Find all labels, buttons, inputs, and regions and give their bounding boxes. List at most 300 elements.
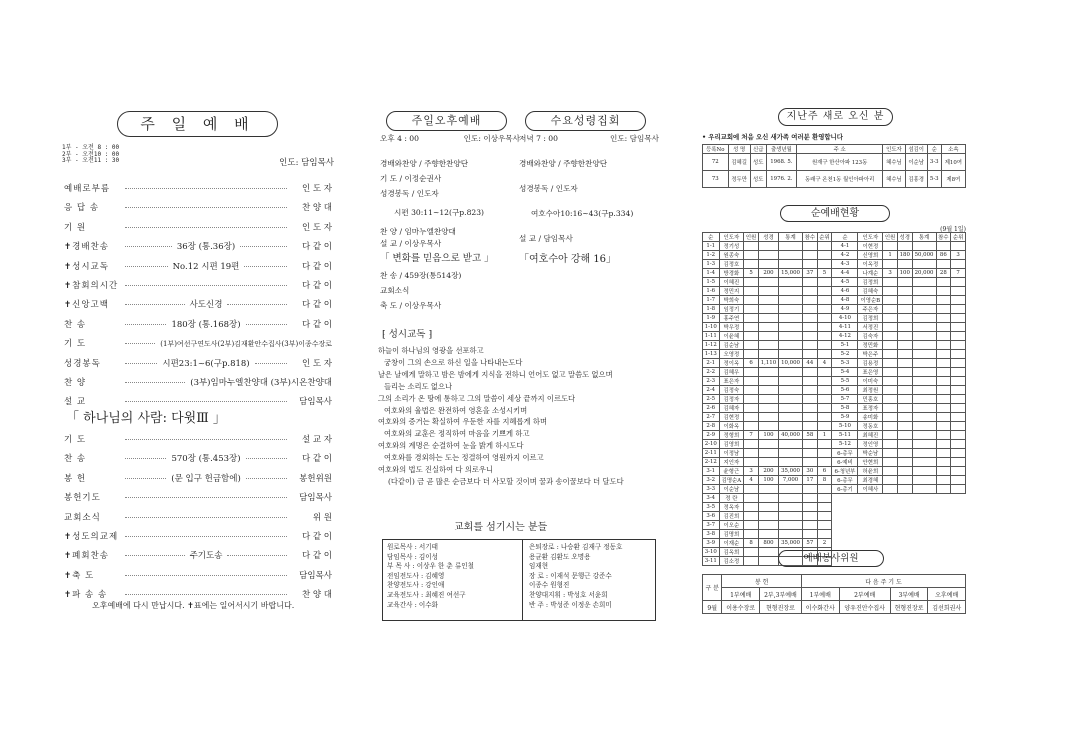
order-row xyxy=(64,201,332,220)
order-label: ✝성도의교제 xyxy=(64,531,119,542)
table-row xyxy=(703,171,966,188)
table-cell xyxy=(897,422,912,431)
table-cell xyxy=(883,260,898,269)
table-cell xyxy=(897,440,912,449)
service-times: 1부 - 오전 8 : 00 2부 - 오전10 : 00 3부 - 오전11 : 30 xyxy=(62,144,120,164)
table-cell xyxy=(758,512,778,521)
table-cell xyxy=(912,440,936,449)
empty-cell xyxy=(951,512,966,521)
table-cell xyxy=(758,548,778,557)
empty-cell xyxy=(883,521,898,530)
order-row xyxy=(64,298,332,317)
table-cell xyxy=(936,296,951,305)
table-cell xyxy=(817,332,832,341)
table-cell xyxy=(758,287,778,296)
table-cell xyxy=(779,404,803,413)
column-header: 통계 xyxy=(779,233,803,242)
column-header: 주 소 xyxy=(796,145,882,154)
order-row xyxy=(64,279,332,298)
table-cell xyxy=(779,422,803,431)
table-cell: 17 xyxy=(802,476,817,485)
staff-entry: 부 목 사 : 이상우 한 춘 류인철 xyxy=(387,562,474,571)
table-cell xyxy=(779,278,803,287)
empty-cell xyxy=(883,539,898,548)
order-row xyxy=(64,357,332,376)
table-cell xyxy=(758,341,778,350)
table-cell xyxy=(936,467,951,476)
attendance-date: (9월 1일) xyxy=(940,226,966,233)
table-cell: 방경화 xyxy=(719,269,744,278)
table-cell xyxy=(744,458,759,467)
column-header: 성경 xyxy=(897,233,912,242)
table-cell: 1-6 xyxy=(703,287,720,296)
table-cell xyxy=(744,404,759,413)
table-cell: 5-10 xyxy=(832,422,858,431)
table-cell xyxy=(936,323,951,332)
table-cell xyxy=(951,476,966,485)
empty-cell xyxy=(951,521,966,530)
table-cell xyxy=(802,251,817,260)
table-cell xyxy=(779,530,803,539)
staff-entry: 교육간사 : 이수화 xyxy=(387,600,439,609)
order-label: ✝신앙고백 xyxy=(64,300,109,311)
order-label: 설 교 xyxy=(64,397,87,408)
column-header: 인도자 xyxy=(883,145,905,154)
table-cell xyxy=(912,332,936,341)
order-detail: 사도신경 xyxy=(189,300,223,311)
table-cell xyxy=(758,503,778,512)
column-header: 성경 xyxy=(758,233,778,242)
table-cell xyxy=(744,557,759,566)
empty-cell xyxy=(897,521,912,530)
table-cell xyxy=(758,323,778,332)
table-cell xyxy=(779,386,803,395)
table-cell xyxy=(897,449,912,458)
table-cell xyxy=(936,386,951,395)
table-cell xyxy=(912,359,936,368)
table-cell xyxy=(758,305,778,314)
table-cell xyxy=(936,422,951,431)
table-cell: 6-총무 xyxy=(832,476,858,485)
table-cell xyxy=(802,521,817,530)
order-row xyxy=(64,530,332,549)
column-header: 봉 헌 xyxy=(722,575,802,588)
table-cell: 1,110 xyxy=(758,359,778,368)
order-label: ✝성시교독 xyxy=(64,261,109,272)
reading-line: 들리는 소리도 없으나 xyxy=(384,381,453,391)
table-cell: 5-3 xyxy=(927,171,941,188)
table-cell: 송미화 xyxy=(858,413,883,422)
table-cell xyxy=(883,278,898,287)
table-cell: 정옥자 xyxy=(719,503,744,512)
table-cell: 서정진 xyxy=(858,323,883,332)
table-cell: 현형진장로 xyxy=(890,601,928,614)
table-cell xyxy=(951,386,966,395)
table-cell xyxy=(897,242,912,251)
table-cell xyxy=(883,476,898,485)
table-cell xyxy=(802,350,817,359)
table-cell: 37 xyxy=(802,269,817,278)
table-cell xyxy=(817,377,832,386)
table-cell xyxy=(912,485,936,494)
empty-cell xyxy=(858,539,883,548)
table-cell xyxy=(802,341,817,350)
table-row xyxy=(703,404,966,413)
table-cell xyxy=(897,404,912,413)
table-cell xyxy=(802,413,817,422)
table-row xyxy=(703,476,966,485)
table-cell xyxy=(951,413,966,422)
table-row xyxy=(703,359,966,368)
table-cell: 5 xyxy=(744,269,759,278)
empty-cell xyxy=(951,539,966,548)
empty-cell xyxy=(897,503,912,512)
table-cell xyxy=(758,557,778,566)
table-cell xyxy=(951,359,966,368)
table-cell: 민홍호 xyxy=(858,395,883,404)
table-cell xyxy=(936,395,951,404)
empty-cell xyxy=(936,512,951,521)
table-cell xyxy=(802,503,817,512)
order-label: 예배로부름 xyxy=(64,184,111,194)
column-header: 섬김이 xyxy=(905,145,927,154)
afternoon-leader: 인도: 이상우목사 xyxy=(463,134,520,143)
table-cell: 4-3 xyxy=(832,260,858,269)
table-cell xyxy=(912,431,936,440)
table-cell xyxy=(883,242,898,251)
table-cell xyxy=(897,485,912,494)
order-role: 다 같 이 xyxy=(301,280,332,291)
table-cell: 이혜진 xyxy=(719,278,744,287)
empty-cell xyxy=(912,539,936,548)
column-header: 등록No xyxy=(703,145,729,154)
table-cell: 김명순A xyxy=(719,476,744,485)
order-role: 봉헌위원 xyxy=(299,473,333,484)
table-cell: 이화옥 xyxy=(719,422,744,431)
table-cell xyxy=(912,476,936,485)
table-cell xyxy=(744,332,759,341)
order-row xyxy=(64,491,332,510)
table-cell: 허윤희 xyxy=(858,467,883,476)
column-header: 인도자 xyxy=(719,233,744,242)
table-cell xyxy=(897,323,912,332)
table-cell xyxy=(802,260,817,269)
service-table xyxy=(702,574,966,614)
order-detail: No.12 시편 19편 xyxy=(172,261,240,272)
table-cell: 김정희 xyxy=(858,278,883,287)
table-cell: 2-9 xyxy=(703,431,720,440)
table-cell: 이용수장로 xyxy=(722,601,760,614)
table-cell xyxy=(802,458,817,467)
empty-cell xyxy=(897,548,912,557)
table-cell xyxy=(951,305,966,314)
table-cell xyxy=(758,413,778,422)
table-cell: 8 xyxy=(817,476,832,485)
table-cell xyxy=(912,323,936,332)
table-cell: 3-9 xyxy=(703,539,720,548)
table-cell xyxy=(951,242,966,251)
empty-cell xyxy=(883,530,898,539)
table-cell xyxy=(912,260,936,269)
table-cell: 정동호 xyxy=(858,422,883,431)
table-cell xyxy=(912,449,936,458)
table-cell: 김순남 xyxy=(719,341,744,350)
table-cell: 김혜숙 xyxy=(858,287,883,296)
table-cell xyxy=(817,512,832,521)
table-cell: 3-6 xyxy=(703,512,720,521)
reading-lines xyxy=(378,345,660,488)
table-cell xyxy=(897,386,912,395)
table-cell xyxy=(744,422,759,431)
order-label: 기 도 xyxy=(64,435,87,445)
table-cell xyxy=(744,512,759,521)
table-cell xyxy=(912,458,936,467)
staff-entry: 원로목사 : 서기태 xyxy=(387,543,439,551)
order-row xyxy=(64,221,332,240)
table-cell xyxy=(897,350,912,359)
empty-cell xyxy=(912,512,936,521)
table-cell xyxy=(779,251,803,260)
table-cell xyxy=(951,440,966,449)
order-row xyxy=(64,260,332,279)
table-cell: 원재구 한산아파 123동 xyxy=(796,154,882,171)
order-row xyxy=(64,549,332,568)
order-label: 교회소식 xyxy=(64,512,101,523)
table-cell xyxy=(802,485,817,494)
table-cell: 100 xyxy=(897,269,912,278)
table-row xyxy=(703,154,966,171)
table-cell xyxy=(936,260,951,269)
table-cell xyxy=(936,242,951,251)
staff-title: 교회를 섬기시는 분들 xyxy=(454,522,548,533)
table-row xyxy=(703,458,966,467)
table-cell: 정이옥 xyxy=(719,359,744,368)
table-cell: 김정숙 xyxy=(719,386,744,395)
table-cell: 표은자 xyxy=(719,377,744,386)
table-cell: 홍주연 xyxy=(719,314,744,323)
empty-cell xyxy=(832,521,858,530)
order-role: 다 같 이 xyxy=(301,319,332,330)
order-role: 찬 양 대 xyxy=(301,203,332,214)
afternoon-item: 시편 30:11~12(구p.823) xyxy=(394,208,485,217)
table-cell xyxy=(802,332,817,341)
table-cell xyxy=(817,458,832,467)
table-cell xyxy=(744,287,759,296)
table-cell: 김혜우 xyxy=(719,368,744,377)
table-cell: 3-1 xyxy=(703,467,720,476)
table-cell xyxy=(951,431,966,440)
table-row xyxy=(703,530,966,539)
table-cell xyxy=(802,305,817,314)
table-cell xyxy=(758,350,778,359)
table-cell xyxy=(912,314,936,323)
table-cell xyxy=(744,503,759,512)
table-cell: 7,000 xyxy=(779,476,803,485)
table-cell xyxy=(758,458,778,467)
table-cell xyxy=(817,395,832,404)
column-header: 3부예배 xyxy=(890,588,928,601)
table-cell xyxy=(758,395,778,404)
service-leader: 인도: 담임목사 xyxy=(279,158,334,168)
empty-cell xyxy=(883,557,898,566)
table-cell: 동래구 온천1동 월인아파아리 xyxy=(796,171,882,188)
table-cell: 2 xyxy=(817,539,832,548)
table-row xyxy=(703,601,966,614)
table-cell xyxy=(897,458,912,467)
table-cell: 김용정 xyxy=(858,359,883,368)
table-cell xyxy=(883,467,898,476)
table-cell: 5-12 xyxy=(832,440,858,449)
column-header: 인도자 xyxy=(858,233,883,242)
order-label: ✝파 송 송 xyxy=(64,590,108,601)
table-cell xyxy=(936,350,951,359)
table-cell xyxy=(897,395,912,404)
staff-entry: 반 주 : 박성준 이정운 손희미 xyxy=(529,600,612,609)
staff-entry: 장 로 : 이재석 문행근 강준수 xyxy=(529,571,612,580)
table-cell xyxy=(936,332,951,341)
empty-cell xyxy=(912,494,936,503)
table-cell xyxy=(951,449,966,458)
empty-cell xyxy=(936,521,951,530)
staff-box xyxy=(382,539,656,621)
table-row xyxy=(703,503,966,512)
table-cell xyxy=(779,521,803,530)
table-cell xyxy=(883,431,898,440)
table-row xyxy=(703,539,966,548)
table-cell: 180 xyxy=(897,251,912,260)
wednesday-time: 저녁 7 : 00 xyxy=(519,134,558,143)
empty-cell xyxy=(951,530,966,539)
table-cell: 1-1 xyxy=(703,242,720,251)
table-cell: 3-8 xyxy=(703,530,720,539)
table-cell xyxy=(779,449,803,458)
table-cell: 지인자 xyxy=(719,458,744,467)
table-cell xyxy=(758,242,778,251)
table-cell xyxy=(802,440,817,449)
empty-cell xyxy=(936,548,951,557)
table-cell xyxy=(897,341,912,350)
table-cell xyxy=(817,530,832,539)
table-cell: 최혜진 xyxy=(858,431,883,440)
staff-entry: 담임목사 : 김이성 xyxy=(387,552,439,561)
table-cell: 5-8 xyxy=(832,404,858,413)
table-cell xyxy=(897,368,912,377)
order-label: 응 답 송 xyxy=(64,203,100,214)
table-cell: 현형진장로 xyxy=(759,601,801,614)
table-cell: 4-6 xyxy=(832,287,858,296)
table-cell: 2-11 xyxy=(703,449,720,458)
table-cell: 40,000 xyxy=(779,431,803,440)
order-row xyxy=(64,337,332,356)
table-cell: 1-9 xyxy=(703,314,720,323)
column-header: 1부예배 xyxy=(722,588,760,601)
table-cell: 표은영 xyxy=(858,368,883,377)
table-cell: 7 xyxy=(951,269,966,278)
wednesday-item: 설 교 / 담임목사 xyxy=(519,234,573,243)
order-role: 인 도 자 xyxy=(301,222,332,233)
table-cell xyxy=(758,494,778,503)
table-cell: 김숙자 xyxy=(858,332,883,341)
table-row xyxy=(703,395,966,404)
order-role: 설 교 자 xyxy=(301,435,332,445)
table-cell xyxy=(802,386,817,395)
table-cell: 이옥정 xyxy=(858,260,883,269)
column-header: 참수 xyxy=(936,233,951,242)
column-header: 신급 xyxy=(750,145,766,154)
table-cell: 성도 xyxy=(750,154,766,171)
empty-cell xyxy=(832,512,858,521)
column-header: 순 xyxy=(703,233,720,242)
table-cell xyxy=(802,449,817,458)
table-cell xyxy=(744,341,759,350)
table-cell: 200 xyxy=(758,269,778,278)
order-row xyxy=(64,511,332,530)
table-cell: 3-2 xyxy=(703,476,720,485)
table-cell: 3-4 xyxy=(703,494,720,503)
table-row xyxy=(703,377,966,386)
table-cell xyxy=(779,458,803,467)
service-title: 예배봉사위원 xyxy=(778,550,884,567)
table-cell xyxy=(936,485,951,494)
table-cell: 4-2 xyxy=(832,251,858,260)
table-cell xyxy=(744,251,759,260)
table-cell xyxy=(779,296,803,305)
table-cell xyxy=(951,395,966,404)
table-cell: 김정자 xyxy=(719,395,744,404)
table-cell xyxy=(817,305,832,314)
table-cell xyxy=(936,305,951,314)
table-cell xyxy=(951,332,966,341)
empty-cell xyxy=(951,503,966,512)
order-row xyxy=(64,472,332,491)
table-cell xyxy=(936,341,951,350)
empty-cell xyxy=(883,503,898,512)
table-cell xyxy=(897,467,912,476)
table-cell: 이혜사 xyxy=(858,485,883,494)
table-cell: 10,000 xyxy=(779,359,803,368)
table-cell xyxy=(883,287,898,296)
empty-cell xyxy=(858,512,883,521)
empty-cell xyxy=(936,494,951,503)
table-cell xyxy=(758,440,778,449)
afternoon-item: 성경봉독 / 인도자 xyxy=(380,189,439,198)
table-cell xyxy=(758,260,778,269)
table-cell: 2-3 xyxy=(703,377,720,386)
order-row xyxy=(64,569,332,588)
empty-cell xyxy=(897,530,912,539)
reading-line: (다같이) 금 곧 많은 순금보다 더 사모할 것이며 꿀과 송이꿀보다 더 달도다 xyxy=(388,476,624,486)
column-header: 2부예배 xyxy=(839,588,890,601)
order-label: ✝경배찬송 xyxy=(64,242,109,253)
order-label: 찬 송 xyxy=(64,319,87,330)
table-cell xyxy=(802,323,817,332)
table-cell xyxy=(936,404,951,413)
table-cell: 6-총무 xyxy=(832,449,858,458)
afternoon-item: 축 도 / 이상우목사 xyxy=(380,301,442,310)
table-cell: 3 xyxy=(951,251,966,260)
afternoon-item: 교회소식 xyxy=(380,286,410,295)
table-cell xyxy=(883,323,898,332)
table-cell xyxy=(802,530,817,539)
table-cell xyxy=(802,296,817,305)
table-cell xyxy=(936,287,951,296)
table-cell: 박우정 xyxy=(719,323,744,332)
table-cell xyxy=(883,359,898,368)
table-cell xyxy=(779,314,803,323)
table-row xyxy=(703,278,966,287)
order-label: ✝축 도 xyxy=(64,570,95,581)
table-cell xyxy=(897,359,912,368)
